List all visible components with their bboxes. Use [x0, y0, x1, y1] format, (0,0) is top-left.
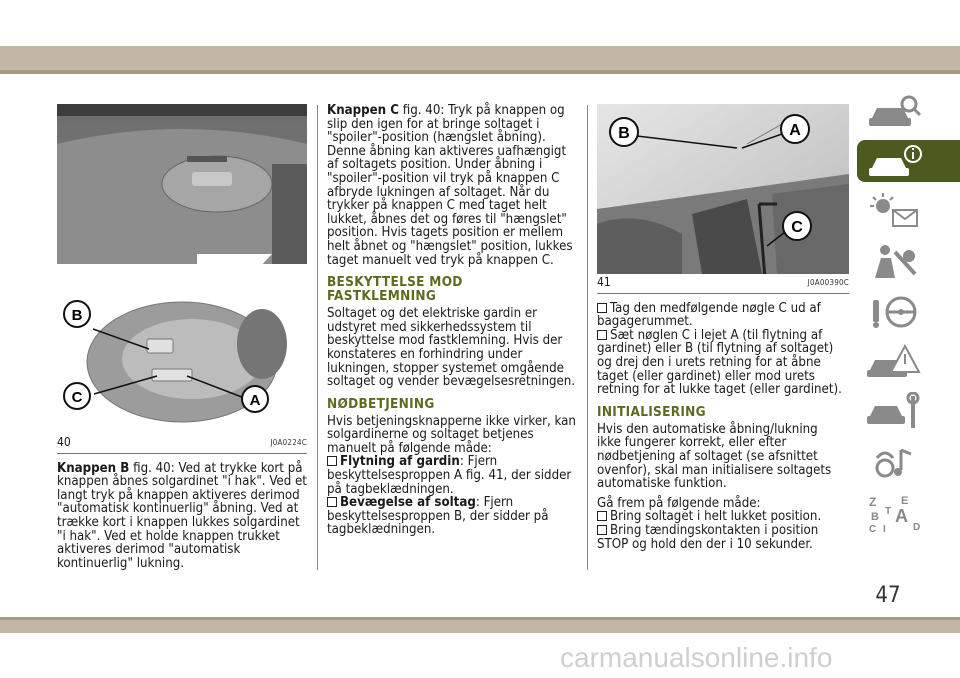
bottom-band: [0, 617, 960, 633]
bullet-box-icon: [327, 456, 337, 466]
figure-41-illustration: [597, 104, 849, 274]
figure-label-a: A: [249, 392, 261, 409]
figure-label-c: C: [791, 219, 803, 236]
figure-label-b: B: [618, 125, 630, 142]
text-line: og drej den i urets retning for at åbne: [597, 354, 821, 370]
text-line: ikke fungerer korrekt, eller efter: [597, 435, 787, 451]
safety-airbag-icon: [865, 242, 925, 282]
text-line: Tag den medfølgende nøgle C ud af: [610, 300, 821, 316]
list-item-soltag: [327, 496, 577, 537]
text-line: på tagbeklædningen.: [327, 481, 454, 497]
text-line: taget (eller gardinet) eller mod urets: [597, 368, 815, 384]
item-lead: Bevægelse af soltag: [340, 495, 476, 511]
text-line: slip den igen for at bringe soltaget i: [327, 116, 540, 132]
column-3: [597, 104, 849, 557]
figure-caption: [57, 434, 307, 454]
text-line: soltaget og vender bevægelsesretningen.: [327, 374, 576, 390]
tab-car-info[interactable]: [857, 140, 960, 182]
column-2: [327, 104, 577, 543]
list-item: [597, 302, 849, 329]
text-line: "spoiler"-position (hængslet åbning).: [327, 130, 546, 146]
text-line: af soltagets position. Under åbning i: [327, 157, 543, 173]
tab-maintenance[interactable]: [857, 390, 960, 432]
text-line: Bring soltaget i helt lukket position.: [610, 509, 822, 525]
text-line: beskyttelsesproppen B, der sidder på: [327, 508, 549, 524]
heading-fastklemning: [327, 275, 577, 303]
index-letter: T: [885, 506, 892, 517]
caption-number: 41: [597, 275, 611, 289]
index-letter: I: [883, 524, 886, 535]
text-line: lukket, åbnes det og føres til "hængslet": [327, 211, 567, 227]
text-line: beskyttelsesproppen A fig. 41, der sidder: [327, 468, 572, 484]
index-letter: B: [871, 511, 879, 523]
text-line: Soltaget og det elektriske gardin er: [327, 306, 538, 322]
text-line: Hvis betjeningsknapperne ikke virker, kan: [327, 413, 576, 429]
text-line: beskyttelse mod fastklemning. Hvis der: [327, 333, 563, 349]
warning-lights-icon: [865, 192, 925, 232]
figure-label-b: B: [71, 307, 83, 324]
bullet-box-icon: [597, 511, 607, 521]
text-line: "spoiler"-position vil tryk på knappen C: [327, 170, 560, 186]
maintenance-icon: [865, 392, 925, 432]
index-letter: D: [913, 522, 921, 533]
text-line: : Fjern: [459, 454, 498, 470]
text-line: fig. 40: Ved at trykke kort på: [133, 460, 303, 476]
starting-driving-icon: [865, 292, 925, 332]
paragraph-knappen-b: [57, 462, 307, 571]
tab-safety[interactable]: [857, 240, 960, 282]
text-line: automatiske funktion.: [597, 476, 727, 492]
text-line: Bring tændingskontakten i position: [610, 522, 819, 538]
text-line: retning for at lukke taget (eller gardinet).: [597, 382, 842, 398]
text-line: Denne åbning kan aktiveres uafhængigt: [327, 143, 567, 159]
index-letter: E: [901, 495, 909, 507]
bullet-box-icon: [597, 525, 607, 535]
paragraph-nodbetjening: [327, 415, 577, 456]
paragraph-initialisering: [597, 423, 849, 491]
index-letter: Z: [869, 495, 877, 509]
text-line: position. Hvis tagets position er mellem: [327, 225, 564, 241]
figure-40: [57, 104, 307, 434]
index-letter: A: [895, 506, 908, 526]
paragraph-fastklemning: [327, 307, 577, 389]
index-icon: [865, 492, 925, 536]
item-lead: Flytning af gardin: [340, 454, 460, 470]
bullet-box-icon: [597, 303, 607, 313]
list-item: [597, 524, 849, 551]
caption-code: J0A0224C: [270, 438, 307, 447]
text-line: kontinuerlig" lukning.: [57, 555, 185, 571]
text-line: manuelt på følgende måde:: [327, 440, 492, 456]
figure-caption: [597, 274, 849, 294]
caption-number: 40: [57, 435, 71, 449]
text-line: langt tryk på knappen aktiveres derimod: [57, 487, 300, 503]
text-line: aktiveres derimod "automatisk: [57, 542, 241, 558]
heading-nodbetjening: NØDBETJENING: [327, 395, 435, 412]
figure-label-a: A: [789, 122, 801, 139]
text-line: solgardinerne og soltaget betjenes: [327, 427, 534, 443]
text-line: fig. 40: Tryk på knappen og: [402, 103, 565, 118]
text-line: udstyret med sikkerhedssystem til: [327, 319, 532, 335]
tab-index[interactable]: [857, 490, 960, 535]
column-divider: [587, 105, 588, 570]
text-line: taget manuelt ved tryk på knappen C.: [327, 252, 554, 268]
text-line: tagbeklædningen.: [327, 522, 436, 538]
paragraph-lead: Knappen B: [57, 460, 130, 476]
text-line: afbryde lukningen af soltaget. Når du: [327, 184, 550, 200]
caption-code: J0A00390C: [807, 278, 849, 287]
emergency-icon: [865, 342, 925, 382]
column-1: [57, 104, 307, 576]
car-info-icon: [865, 142, 925, 182]
tab-multimedia[interactable]: [857, 440, 960, 482]
tab-warning-lights[interactable]: [857, 190, 960, 232]
text-line: STOP og hold den der i 10 sekunder.: [597, 536, 813, 552]
text-line: bagagerummet.: [597, 314, 693, 330]
text-line: Sæt nøglen C i lejet A (til flytning af: [610, 327, 823, 343]
bullet-box-icon: [597, 330, 607, 340]
tab-dashboard[interactable]: [857, 90, 960, 132]
bullet-box-icon: [327, 497, 337, 507]
text-line: "automatisk kontinuerlig" åbning. Ved at: [57, 501, 299, 517]
text-line: helt åbnet og "hængslet" position, lukkes: [327, 238, 573, 254]
text-line: konstateres en forhindring under: [327, 346, 523, 362]
text-line: knappen åbnes solgardinet "i hak". Ved et: [57, 474, 307, 490]
text-line: gardinet) eller B (til flytning af soltaget): [597, 341, 834, 357]
paragraph-procedure: Gå frem på følgende måde:: [597, 495, 761, 511]
text-line: Hvis den automatiske åbning/lukning: [597, 421, 818, 437]
heading-line: FASTKLEMNING: [327, 288, 437, 305]
multimedia-icon: [865, 442, 925, 482]
list-item-gardin: [327, 455, 577, 496]
figure-label-c: C: [71, 389, 83, 406]
heading-initialisering: INITIALISERING: [597, 403, 706, 420]
page-number: 47: [875, 583, 901, 608]
text-line: : Fjern: [475, 495, 514, 511]
column-divider: [317, 105, 318, 570]
figure-40-illustration: [57, 104, 307, 434]
figure-41: [597, 104, 849, 274]
text-line: trække kort i knappen lukkes solgardinet: [57, 514, 300, 530]
list-item: [597, 510, 849, 524]
list-item: [597, 329, 849, 397]
tab-starting-driving[interactable]: [857, 290, 960, 332]
watermark: carmanualsonline.info: [560, 642, 833, 673]
paragraph-knappen-c: [327, 104, 577, 267]
dashboard-search-icon: [865, 92, 925, 132]
text-line: ovenfor), skal man initialisere soltagets: [597, 462, 832, 478]
text-line: lukningen, stopper systemet omgående: [327, 360, 564, 376]
paragraph-lead: Knappen C: [327, 103, 399, 118]
text-line: trykker på knappen C med taget helt: [327, 198, 547, 214]
index-letter: C: [869, 524, 877, 535]
text-line: "i hak". Ved et holde knappen trukket: [57, 528, 280, 544]
tab-emergency[interactable]: [857, 340, 960, 382]
text-line: nødbetjening af soltaget (se afsnittet: [597, 448, 818, 464]
heading-line: BESKYTTELSE MOD: [327, 274, 463, 291]
top-band: [0, 46, 960, 74]
